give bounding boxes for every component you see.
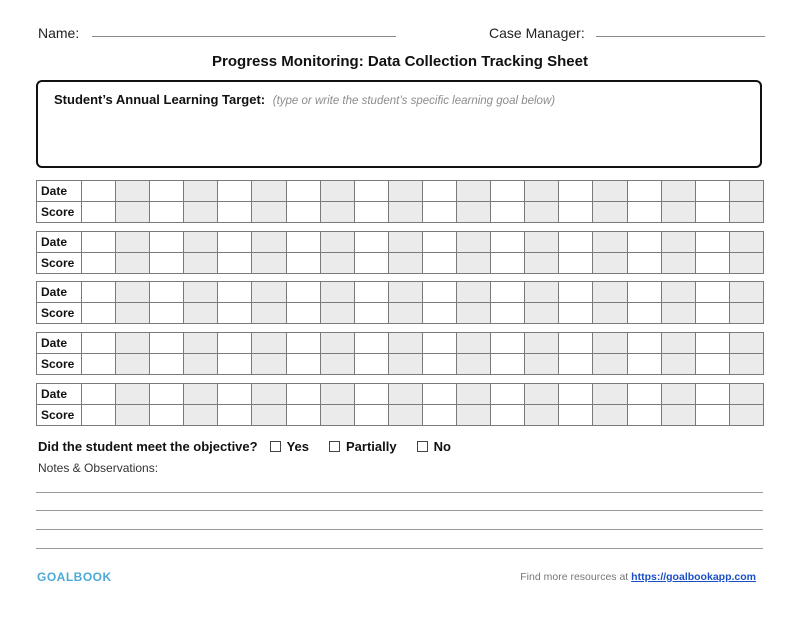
score-cell[interactable] (422, 354, 456, 375)
date-cell[interactable] (116, 181, 150, 202)
score-cell[interactable] (559, 303, 593, 324)
date-cell[interactable] (252, 282, 286, 303)
tracking-table (36, 231, 764, 274)
score-cell[interactable] (593, 354, 627, 375)
footer-resources-text: Find more resources at (520, 571, 629, 583)
date-label: Date (37, 282, 82, 303)
date-cell[interactable] (729, 282, 763, 303)
date-label: Date (37, 232, 82, 253)
learning-target-title: Student’s Annual Learning Target: (54, 92, 266, 107)
score-cell[interactable] (82, 253, 116, 274)
date-row (37, 333, 764, 354)
date-cell[interactable] (218, 181, 252, 202)
score-cell[interactable] (116, 202, 150, 223)
date-cell[interactable] (491, 282, 525, 303)
date-cell[interactable] (184, 181, 218, 202)
partially-checkbox[interactable] (329, 441, 340, 452)
date-cell[interactable] (422, 282, 456, 303)
date-cell[interactable] (184, 384, 218, 405)
score-cell[interactable] (116, 405, 150, 426)
score-cell[interactable] (593, 303, 627, 324)
date-cell[interactable] (388, 232, 422, 253)
notes-label: Notes & Observations: (38, 461, 159, 475)
score-cell[interactable] (593, 253, 627, 274)
no-label: No (433, 439, 451, 454)
date-cell[interactable] (150, 384, 184, 405)
date-cell[interactable] (729, 333, 763, 354)
score-cell[interactable] (286, 253, 320, 274)
score-cell[interactable] (729, 303, 763, 324)
score-cell[interactable] (116, 303, 150, 324)
score-cell[interactable] (695, 303, 729, 324)
score-cell[interactable] (491, 405, 525, 426)
score-cell[interactable] (252, 405, 286, 426)
score-cell[interactable] (252, 253, 286, 274)
date-cell[interactable] (286, 232, 320, 253)
score-cell[interactable] (354, 405, 388, 426)
date-cell[interactable] (525, 232, 559, 253)
date-cell[interactable] (627, 181, 661, 202)
score-cell[interactable] (729, 354, 763, 375)
score-cell[interactable] (559, 253, 593, 274)
date-cell[interactable] (422, 232, 456, 253)
date-label: Date (37, 333, 82, 354)
date-cell[interactable] (320, 232, 354, 253)
date-cell[interactable] (695, 282, 729, 303)
date-cell[interactable] (354, 232, 388, 253)
score-cell[interactable] (457, 405, 491, 426)
score-cell[interactable] (354, 303, 388, 324)
date-cell[interactable] (116, 384, 150, 405)
date-cell[interactable] (559, 181, 593, 202)
score-cell[interactable] (661, 354, 695, 375)
date-cell[interactable] (559, 333, 593, 354)
learning-target-box[interactable] (36, 80, 762, 168)
score-cell[interactable] (559, 354, 593, 375)
date-cell[interactable] (218, 282, 252, 303)
score-cell[interactable] (354, 253, 388, 274)
date-cell[interactable] (491, 384, 525, 405)
case-manager-label: Case Manager: (489, 25, 585, 41)
score-cell[interactable] (82, 303, 116, 324)
score-cell[interactable] (695, 202, 729, 223)
date-cell[interactable] (457, 384, 491, 405)
date-cell[interactable] (559, 282, 593, 303)
score-label: Score (37, 202, 82, 223)
score-cell[interactable] (320, 354, 354, 375)
date-cell[interactable] (627, 232, 661, 253)
score-cell[interactable] (354, 354, 388, 375)
date-cell[interactable] (252, 384, 286, 405)
score-cell[interactable] (286, 354, 320, 375)
score-cell[interactable] (388, 303, 422, 324)
score-row (37, 405, 764, 426)
date-cell[interactable] (661, 181, 695, 202)
score-cell[interactable] (320, 202, 354, 223)
date-cell[interactable] (525, 181, 559, 202)
case-manager-input-line[interactable] (596, 36, 765, 37)
date-cell[interactable] (593, 232, 627, 253)
date-cell[interactable] (150, 232, 184, 253)
score-row (37, 303, 764, 324)
score-cell[interactable] (525, 354, 559, 375)
date-cell[interactable] (218, 384, 252, 405)
score-cell[interactable] (184, 303, 218, 324)
date-cell[interactable] (82, 333, 116, 354)
score-cell[interactable] (218, 253, 252, 274)
score-cell[interactable] (422, 202, 456, 223)
date-cell[interactable] (422, 333, 456, 354)
goalbook-logo: GOALBOOK (37, 570, 112, 584)
score-cell[interactable] (695, 253, 729, 274)
score-cell[interactable] (627, 202, 661, 223)
score-cell[interactable] (252, 354, 286, 375)
score-cell[interactable] (218, 354, 252, 375)
date-cell[interactable] (525, 333, 559, 354)
score-cell[interactable] (184, 253, 218, 274)
date-cell[interactable] (388, 333, 422, 354)
score-cell[interactable] (184, 405, 218, 426)
date-cell[interactable] (286, 384, 320, 405)
date-cell[interactable] (627, 384, 661, 405)
score-cell[interactable] (286, 405, 320, 426)
partially-label: Partially (346, 439, 397, 454)
score-cell[interactable] (661, 303, 695, 324)
date-cell[interactable] (388, 282, 422, 303)
score-cell[interactable] (729, 405, 763, 426)
date-cell[interactable] (627, 333, 661, 354)
goalbook-link[interactable]: https://goalbookapp.com (631, 571, 756, 583)
score-cell[interactable] (627, 354, 661, 375)
score-cell[interactable] (252, 202, 286, 223)
score-cell[interactable] (184, 202, 218, 223)
date-cell[interactable] (218, 232, 252, 253)
date-cell[interactable] (593, 333, 627, 354)
score-label: Score (37, 405, 82, 426)
score-cell[interactable] (695, 354, 729, 375)
footer-text (520, 571, 756, 583)
date-cell[interactable] (354, 282, 388, 303)
date-cell[interactable] (286, 282, 320, 303)
score-cell[interactable] (116, 354, 150, 375)
date-row (37, 282, 764, 303)
yes-checkbox[interactable] (270, 441, 281, 452)
score-cell[interactable] (422, 253, 456, 274)
score-cell[interactable] (150, 253, 184, 274)
date-cell[interactable] (150, 282, 184, 303)
score-cell[interactable] (82, 354, 116, 375)
score-cell[interactable] (82, 405, 116, 426)
date-row (37, 181, 764, 202)
date-cell[interactable] (661, 282, 695, 303)
date-cell[interactable] (252, 232, 286, 253)
date-cell[interactable] (525, 282, 559, 303)
score-cell[interactable] (593, 405, 627, 426)
date-cell[interactable] (695, 232, 729, 253)
score-cell[interactable] (320, 303, 354, 324)
learning-target-hint: (type or write the student’s specific learning goal below) (272, 95, 556, 107)
date-cell[interactable] (252, 333, 286, 354)
score-cell[interactable] (150, 202, 184, 223)
date-cell[interactable] (593, 181, 627, 202)
date-cell[interactable] (491, 232, 525, 253)
date-cell[interactable] (422, 181, 456, 202)
page-title: Progress Monitoring: Data Collection Tracking Sheet (212, 53, 588, 70)
score-cell[interactable] (116, 253, 150, 274)
tracking-table (36, 383, 764, 426)
score-cell[interactable] (82, 202, 116, 223)
note-line[interactable] (36, 529, 763, 530)
date-cell[interactable] (286, 181, 320, 202)
score-label: Score (37, 253, 82, 274)
score-cell[interactable] (525, 253, 559, 274)
date-cell[interactable] (559, 384, 593, 405)
date-cell[interactable] (218, 333, 252, 354)
date-cell[interactable] (457, 333, 491, 354)
score-cell[interactable] (661, 405, 695, 426)
score-cell[interactable] (252, 303, 286, 324)
note-line[interactable] (36, 492, 763, 493)
date-cell[interactable] (150, 181, 184, 202)
note-line[interactable] (36, 548, 763, 549)
score-cell[interactable] (491, 354, 525, 375)
date-cell[interactable] (116, 232, 150, 253)
score-cell[interactable] (218, 303, 252, 324)
score-cell[interactable] (422, 405, 456, 426)
date-cell[interactable] (82, 181, 116, 202)
date-cell[interactable] (184, 232, 218, 253)
date-cell[interactable] (729, 232, 763, 253)
date-cell[interactable] (422, 384, 456, 405)
date-cell[interactable] (695, 181, 729, 202)
score-cell[interactable] (627, 405, 661, 426)
date-cell[interactable] (354, 181, 388, 202)
score-cell[interactable] (525, 405, 559, 426)
date-label: Date (37, 181, 82, 202)
date-cell[interactable] (388, 181, 422, 202)
score-cell[interactable] (388, 202, 422, 223)
tracking-table (36, 180, 764, 223)
score-cell[interactable] (729, 202, 763, 223)
date-cell[interactable] (661, 232, 695, 253)
score-cell[interactable] (286, 303, 320, 324)
date-cell[interactable] (661, 384, 695, 405)
score-label: Score (37, 303, 82, 324)
name-input-line[interactable] (92, 36, 396, 37)
date-cell[interactable] (82, 282, 116, 303)
score-cell[interactable] (218, 202, 252, 223)
score-cell[interactable] (491, 253, 525, 274)
objective-question: Did the student meet the objective? (38, 439, 258, 454)
score-cell[interactable] (150, 303, 184, 324)
score-cell[interactable] (729, 253, 763, 274)
date-cell[interactable] (252, 181, 286, 202)
yes-label: Yes (286, 439, 310, 454)
date-cell[interactable] (320, 384, 354, 405)
date-cell[interactable] (525, 384, 559, 405)
date-cell[interactable] (116, 333, 150, 354)
date-cell[interactable] (320, 181, 354, 202)
date-cell[interactable] (695, 333, 729, 354)
score-row (37, 253, 764, 274)
score-cell[interactable] (150, 405, 184, 426)
date-cell[interactable] (661, 333, 695, 354)
date-cell[interactable] (150, 333, 184, 354)
score-cell[interactable] (491, 303, 525, 324)
date-cell[interactable] (627, 282, 661, 303)
name-label: Name: (38, 25, 80, 41)
score-cell[interactable] (627, 253, 661, 274)
score-cell[interactable] (593, 202, 627, 223)
date-row (37, 232, 764, 253)
score-cell[interactable] (525, 303, 559, 324)
date-cell[interactable] (320, 282, 354, 303)
score-cell[interactable] (661, 253, 695, 274)
date-cell[interactable] (491, 181, 525, 202)
date-cell[interactable] (729, 181, 763, 202)
score-cell[interactable] (661, 202, 695, 223)
no-checkbox[interactable] (417, 441, 428, 452)
score-cell[interactable] (559, 405, 593, 426)
tracking-table (36, 332, 764, 375)
score-cell[interactable] (457, 303, 491, 324)
score-row (37, 202, 764, 223)
date-cell[interactable] (320, 333, 354, 354)
score-cell[interactable] (388, 253, 422, 274)
score-cell[interactable] (457, 253, 491, 274)
score-cell[interactable] (320, 253, 354, 274)
objective-row (38, 439, 451, 454)
date-cell[interactable] (82, 232, 116, 253)
score-row (37, 354, 764, 375)
score-cell[interactable] (559, 202, 593, 223)
score-cell[interactable] (525, 202, 559, 223)
score-cell[interactable] (286, 202, 320, 223)
date-cell[interactable] (491, 333, 525, 354)
score-cell[interactable] (150, 354, 184, 375)
score-cell[interactable] (457, 202, 491, 223)
note-line[interactable] (36, 510, 763, 511)
date-cell[interactable] (593, 384, 627, 405)
score-cell[interactable] (184, 354, 218, 375)
score-cell[interactable] (491, 202, 525, 223)
date-cell[interactable] (559, 232, 593, 253)
date-label: Date (37, 384, 82, 405)
date-cell[interactable] (354, 384, 388, 405)
score-cell[interactable] (695, 405, 729, 426)
date-cell[interactable] (116, 282, 150, 303)
date-cell[interactable] (457, 282, 491, 303)
score-cell[interactable] (320, 405, 354, 426)
date-cell[interactable] (593, 282, 627, 303)
date-row (37, 384, 764, 405)
date-cell[interactable] (286, 333, 320, 354)
date-cell[interactable] (729, 384, 763, 405)
score-cell[interactable] (627, 303, 661, 324)
date-cell[interactable] (354, 333, 388, 354)
score-cell[interactable] (457, 354, 491, 375)
score-cell[interactable] (388, 405, 422, 426)
date-cell[interactable] (457, 232, 491, 253)
score-cell[interactable] (218, 405, 252, 426)
date-cell[interactable] (457, 181, 491, 202)
score-label: Score (37, 354, 82, 375)
tracking-table (36, 281, 764, 324)
date-cell[interactable] (82, 384, 116, 405)
learning-target-label (54, 92, 555, 107)
date-cell[interactable] (695, 384, 729, 405)
date-cell[interactable] (184, 282, 218, 303)
date-cell[interactable] (388, 384, 422, 405)
score-cell[interactable] (354, 202, 388, 223)
date-cell[interactable] (184, 333, 218, 354)
score-cell[interactable] (422, 303, 456, 324)
score-cell[interactable] (388, 354, 422, 375)
